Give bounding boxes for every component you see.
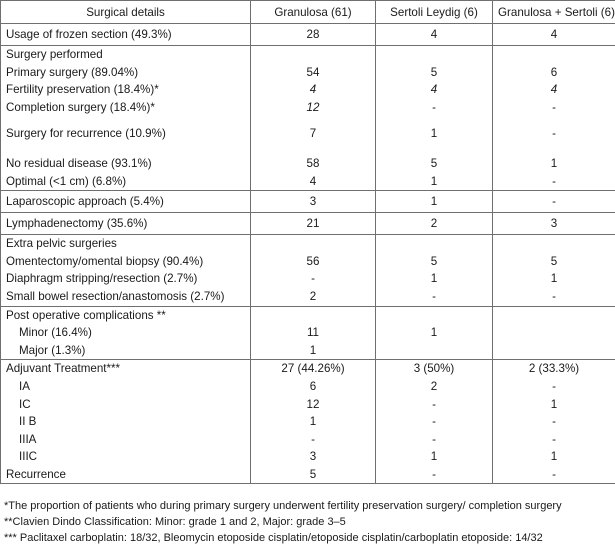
cell-sertoli: -: [376, 431, 493, 449]
cell-granulosa: -: [251, 431, 376, 449]
table-row: [1, 466, 615, 484]
row-label: Completion surgery (18.4%)*: [1, 99, 251, 117]
cell-sertoli: 2: [376, 213, 493, 235]
cell-granulosa: 4: [251, 173, 376, 191]
cell-granulosa-sertoli: [493, 324, 615, 342]
row-label: Diaphragm stripping/resection (2.7%): [1, 270, 251, 288]
cell-granulosa: 1: [251, 413, 376, 431]
cell-sertoli: -: [376, 396, 493, 414]
footnote-1: *The proportion of patients who during primary surgery underwent fertility preservation surgery/ completion surgery: [4, 500, 562, 512]
cell-granulosa-sertoli: 6: [493, 64, 615, 82]
cell-granulosa: 3: [251, 448, 376, 466]
cell-sertoli: 5: [376, 253, 493, 271]
row-label: Recurrence: [1, 466, 251, 484]
cell-granulosa-sertoli: -: [493, 191, 615, 213]
section-title-row: [1, 235, 615, 253]
cell-sertoli: 4: [376, 81, 493, 99]
row-label: Minor (16.4%): [1, 324, 251, 342]
cell-granulosa-sertoli: 2 (33.3%): [493, 360, 615, 378]
cell-granulosa-sertoli: [493, 342, 615, 360]
table-row: [1, 24, 615, 46]
header-granulosa: Granulosa (61): [251, 1, 376, 24]
cell-granulosa-sertoli: -: [493, 431, 615, 449]
cell-sertoli: 3 (50%): [376, 360, 493, 378]
header-surgical-details: Surgical details: [1, 1, 251, 24]
cell-sertoli: -: [376, 288, 493, 306]
cell-sertoli: 5: [376, 155, 493, 173]
table-row: [1, 125, 615, 143]
table-row: [1, 270, 615, 288]
cell-granulosa: 12: [251, 396, 376, 414]
header-granulosa-sertoli: Granulosa + Sertoli (6): [493, 1, 615, 24]
header-sertoli-leydig: Sertoli Leydig (6): [376, 1, 493, 24]
cell-granulosa-sertoli: 5: [493, 253, 615, 271]
cell-granulosa-sertoli: 1: [493, 448, 615, 466]
cell-sertoli: 5: [376, 64, 493, 82]
table-row: [1, 431, 615, 449]
table-row: [1, 324, 615, 342]
cell-sertoli: 1: [376, 191, 493, 213]
cell-granulosa: 7: [251, 125, 376, 143]
cell-granulosa: 12: [251, 99, 376, 117]
row-label: Primary surgery (89.04%): [1, 64, 251, 82]
section-title: Surgery performed: [1, 46, 251, 64]
section-title-row: [1, 306, 615, 324]
cell-sertoli: 1: [376, 324, 493, 342]
row-label: IIIC: [1, 448, 251, 466]
row-label: Surgery for recurrence (10.9%): [1, 125, 251, 143]
cell-granulosa-sertoli: -: [493, 413, 615, 431]
row-label: Major (1.3%): [1, 342, 251, 360]
cell-sertoli: [376, 342, 493, 360]
cell-granulosa: 3: [251, 191, 376, 213]
cell-granulosa-sertoli: 1: [493, 396, 615, 414]
cell-granulosa: 21: [251, 213, 376, 235]
table-row: [1, 288, 615, 306]
row-label: IIIA: [1, 431, 251, 449]
cell-granulosa: -: [251, 270, 376, 288]
cell-sertoli: 1: [376, 270, 493, 288]
table-row: [1, 155, 615, 173]
table-row: [1, 253, 615, 271]
cell-granulosa: 58: [251, 155, 376, 173]
table-row: [1, 64, 615, 82]
spacer-row: [1, 143, 615, 155]
row-label: Laparoscopic approach (5.4%): [1, 191, 251, 213]
table-row: [1, 213, 615, 235]
section-title: Extra pelvic surgeries: [1, 235, 251, 253]
cell-granulosa: 56: [251, 253, 376, 271]
footnote-2: **Clavien Dindo Classification: Minor: grade 1 and 2, Major: grade 3–5: [4, 516, 346, 528]
cell-granulosa-sertoli: 4: [493, 81, 615, 99]
footnote-3: *** Paclitaxel carboplatin: 18/32, Bleomycin etoposide cisplatin/etoposide cisplatin/carboplatin etoposide: 14/32: [4, 532, 543, 544]
row-label: Optimal (<1 cm) (6.8%): [1, 173, 251, 191]
cell-granulosa-sertoli: 4: [493, 24, 615, 46]
cell-granulosa: 11: [251, 324, 376, 342]
cell-sertoli: -: [376, 466, 493, 484]
section-title: Post operative complications **: [1, 306, 251, 324]
cell-sertoli: 2: [376, 378, 493, 396]
row-label: Small bowel resection/anastomosis (2.7%): [1, 288, 251, 306]
cell-granulosa: 2: [251, 288, 376, 306]
cell-sertoli: 1: [376, 448, 493, 466]
cell-granulosa-sertoli: -: [493, 288, 615, 306]
table-row: [1, 173, 615, 191]
cell-granulosa: 4: [251, 81, 376, 99]
row-label: IA: [1, 378, 251, 396]
spacer-row: [1, 116, 615, 125]
row-label: Adjuvant Treatment***: [1, 360, 251, 378]
row-label: Omentectomy/omental biopsy (90.4%): [1, 253, 251, 271]
cell-granulosa: 5: [251, 466, 376, 484]
section-title-row: [1, 46, 615, 64]
cell-granulosa-sertoli: -: [493, 173, 615, 191]
cell-granulosa: 54: [251, 64, 376, 82]
cell-granulosa-sertoli: 3: [493, 213, 615, 235]
table-row: [1, 360, 615, 378]
cell-granulosa-sertoli: -: [493, 466, 615, 484]
cell-sertoli: -: [376, 413, 493, 431]
row-label: Usage of frozen section (49.3%): [1, 24, 251, 46]
cell-granulosa: 27 (44.26%): [251, 360, 376, 378]
cell-sertoli: 4: [376, 24, 493, 46]
table-row: [1, 342, 615, 360]
row-label: No residual disease (93.1%): [1, 155, 251, 173]
row-label: II B: [1, 413, 251, 431]
table-row: [1, 191, 615, 213]
cell-granulosa: 1: [251, 342, 376, 360]
cell-granulosa-sertoli: 1: [493, 155, 615, 173]
table-row: [1, 448, 615, 466]
cell-sertoli: 1: [376, 173, 493, 191]
table-row: [1, 413, 615, 431]
row-label: IC: [1, 396, 251, 414]
table-row: [1, 99, 615, 117]
cell-granulosa: 28: [251, 24, 376, 46]
cell-granulosa-sertoli: -: [493, 99, 615, 117]
header-row: [1, 1, 615, 24]
cell-granulosa-sertoli: -: [493, 378, 615, 396]
row-label: Lymphadenectomy (35.6%): [1, 213, 251, 235]
row-label: Fertility preservation (18.4%)*: [1, 81, 251, 99]
table-row: [1, 81, 615, 99]
cell-granulosa: 6: [251, 378, 376, 396]
cell-sertoli: 1: [376, 125, 493, 143]
cell-granulosa-sertoli: 1: [493, 270, 615, 288]
table-row: [1, 396, 615, 414]
cell-granulosa-sertoli: -: [493, 125, 615, 143]
cell-sertoli: -: [376, 99, 493, 117]
table-row: [1, 378, 615, 396]
